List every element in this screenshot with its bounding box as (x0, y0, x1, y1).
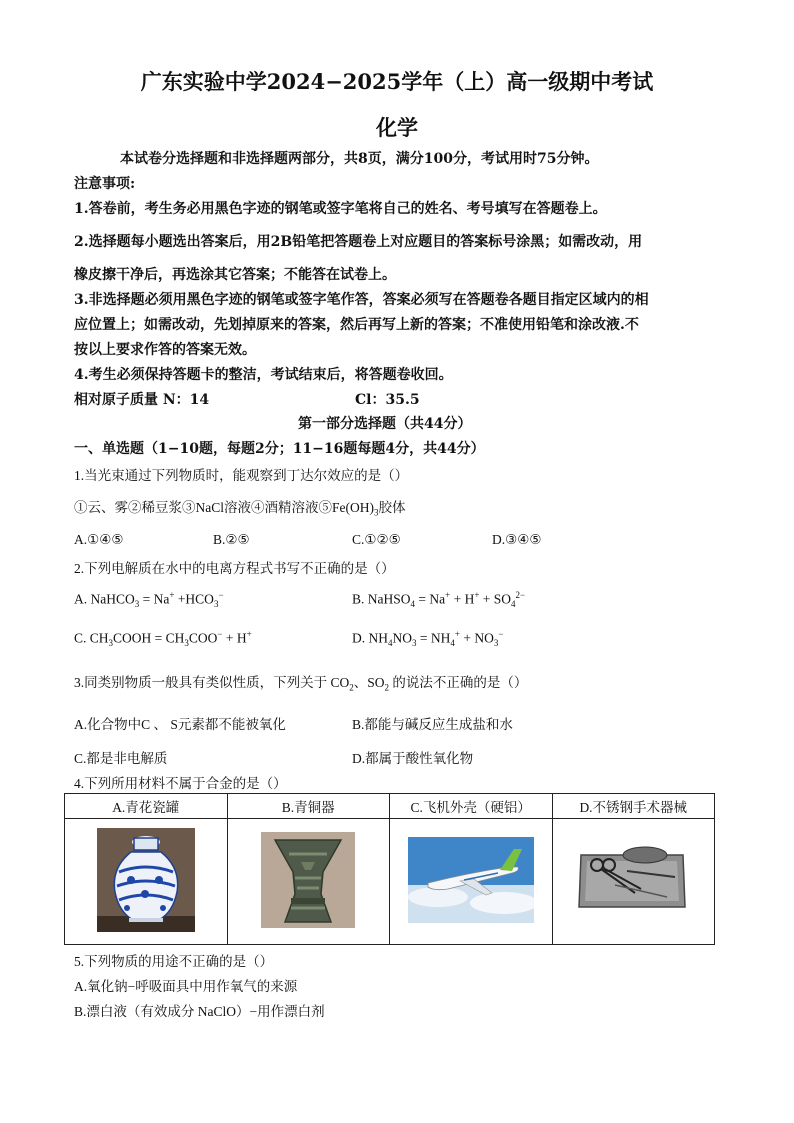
q4-header-b: B.青铜器 (227, 794, 390, 819)
q4-cell-d (552, 819, 715, 945)
notice-item-2: 2.选择题每小题选出答案后，用2B铅笔把答题卷上对应题目的答案标号涂黑；如需改动，用 (74, 234, 643, 250)
q2-option-b: B. NaHSO$_4$ = $Na^+ + H^+ + SO_4^{2-}$ (352, 590, 526, 610)
q5-stem: 5.下列物质的用途不正确的是（） (74, 954, 274, 969)
q4-header-c: C.飞机外壳（硬铝） (390, 794, 553, 819)
notice-heading: 注意事项: (74, 176, 136, 192)
subject-title: 化学 (376, 115, 418, 140)
q2-stem: 2.下列电解质在水中的电离方程式书写不正确的是（） (74, 561, 395, 576)
q3-option-d: D.都属于酸性氧化物 (352, 751, 474, 766)
q1-option-c: C.①②⑤ (352, 532, 401, 547)
notice-item-3-end: 按以上要求作答的答案无效。 (74, 342, 256, 358)
q4-stem: 4.下列所用材料不属于合金的是（） (74, 776, 287, 791)
porcelain-jar-image (97, 828, 195, 932)
notice-item-3: 3.非选择题必须用黑色字迹的钢笔或签字笔作答，答案必须写在答题卷各题目指定区域内的相 (74, 292, 649, 308)
q1-option-b: B.②⑤ (213, 532, 250, 547)
part1-title: 第一部分选择题（共44分） (298, 416, 472, 432)
q3-option-b: B.都能与碱反应生成盐和水 (352, 717, 513, 732)
q2-option-a: A. NaHCO$_3$ = $Na^+ +HCO_3^-$ (74, 590, 224, 610)
q4-cell-a (65, 819, 228, 945)
q5-option-b: B.漂白液（有效成分 NaClO）−用作漂白剂 (74, 1004, 325, 1019)
q4-cell-b (227, 819, 390, 945)
q4-material-table (64, 793, 715, 945)
atomic-mass-cl: Cl：35.5 (355, 392, 420, 408)
q1-option-a: A.①④⑤ (74, 532, 124, 547)
q1-option-d: D.③④⑤ (492, 532, 542, 547)
q3-option-a: A.化合物中C 、 S元素都不能被氧化 (74, 717, 286, 732)
atomic-mass-n: 相对原子质量 N：14 (74, 392, 210, 408)
q2-option-d: D. $NH_4NO_3 = NH_4^+ + NO_3^-$ (352, 629, 504, 649)
q1-stem: 1.当光束通过下列物质时，能观察到丁达尔效应的是（） (74, 468, 409, 483)
notice-item-2-cont: 橡皮擦干净后，再选涂其它答案；不能答在试卷上。 (74, 267, 396, 283)
bronze-vessel-image (261, 832, 355, 928)
q3-stem: 3.同类别物质一般具有类似性质，下列关于 $CO_2$、$SO_2$ 的说法不正确的是（） (74, 675, 528, 693)
airplane-image (408, 837, 534, 923)
exam-intro: 本试卷分选择题和非选择题两部分，共8页，满分100分，考试用时75分钟。 (120, 151, 599, 167)
notice-item-4: 4.考生必须保持答题卡的整洁，考试结束后，将答题卷收回。 (74, 367, 453, 383)
notice-item-1: 1.答卷前，考生务必用黑色字迹的钢笔或签字笔将自己的姓名、考号填写在答题卷上。 (74, 201, 607, 217)
q5-option-a: A.氧化钠−呼吸面具中用作氧气的来源 (74, 979, 298, 994)
q4-header-a: A.青花瓷罐 (65, 794, 228, 819)
surgical-instruments-image (575, 841, 691, 919)
section-title: 一、单选题（1−10题，每题2分；11−16题每题4分，共44分） (74, 441, 485, 457)
notice-item-3-cont: 应位置上；如需改动，先划掉原来的答案，然后再写上新的答案；不准使用铅笔和涂改液.不 (74, 317, 639, 333)
q2-option-c: C. $CH_3COOH = CH_3COO^- + H^+$ (74, 629, 252, 649)
q4-header-d: D.不锈钢手术器械 (552, 794, 715, 819)
q3-option-c: C.都是非电解质 (74, 751, 168, 766)
q4-cell-c (390, 819, 553, 945)
exam-title: 广东实验中学2024−2025学年（上）高一级期中考试 (140, 69, 654, 94)
q1-items: ①云、雾②稀豆浆③NaCl溶液④酒精溶液$⑤Fe(OH)_3$胶体 (74, 500, 406, 518)
